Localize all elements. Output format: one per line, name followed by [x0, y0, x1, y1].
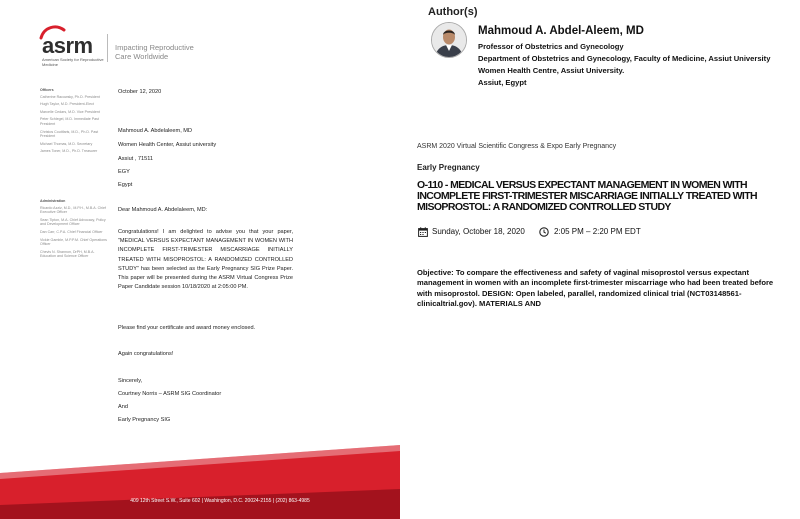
signature-group: Early Pregnancy SIG [118, 417, 171, 423]
administration-heading: Administration [40, 199, 66, 203]
clock-icon [539, 227, 549, 237]
administration-entry: Sean Tipton, M.A. Chief Advocacy, Policy and Development Officer [40, 217, 106, 227]
session-time: 2:05 PM – 2:20 PM EDT [554, 227, 641, 236]
logo-divider [107, 34, 108, 62]
recipient-country-code: EGY [118, 169, 130, 175]
asrm-subtitle: American Society for Reproductive Medicine [42, 57, 104, 67]
abstract-body: Objective: To compare the effectiveness and safety of vaginal misoprostol versus expectant management in women with an incomplete first-trimester miscarriage who had been treated before with misoprostol. DESIGN: Open labeled, parallel, randomized clinical trial (NCT03148561-clinicaltrial.gov). MATERIALS AND [417, 268, 774, 309]
signature: Courtney Norris – ASRM SIG Coordinator [118, 391, 222, 397]
abstract-title: O-110 - MEDICAL VERSUS EXPECTANT MANAGEMENT IN WOMEN WITH INCOMPLETE FIRST-TRIMESTER MISCARRIAGE INITIALLY TREATED WITH MISOPROSTOL: A RANDOMIZED CONTROLLED STUDY [417, 179, 758, 214]
administration-entry: Chevis N. Shannon, DrPH, M.B.A. Education and Science Officer [40, 249, 95, 259]
signature-and: And [118, 404, 128, 410]
closing: Sincerely, [118, 378, 143, 384]
author-heading: Author(s) [428, 6, 478, 18]
session-date: Sunday, October 18, 2020 [432, 227, 525, 236]
officer-entry: Hugh Taylor, M.D. President-Elect [40, 102, 94, 107]
tagline: Impacting Reproductive Care Worldwide [115, 43, 194, 61]
officer-entry: Christos Coutifaris, M.D., Ph.D. Past President [40, 129, 99, 139]
officers-heading: Officers [40, 88, 54, 92]
administration-entry: Vickie Gamble, M.P.P.M. Chief Operations Officer [40, 237, 107, 247]
congratulations-line: Again congratulations! [118, 351, 174, 357]
recipient-name: Mahmoud A. Abdelaleem, MD [118, 128, 192, 134]
letter-paragraph: Congratulations! I am delighted to advise you that your paper, “MEDICAL VERSUS EXPECTANT MANAGEMENT IN WOMEN WITH INCOMPLETE FIRST-TRIMESTER MISCARRIAGE INITIALLY TREATED WITH MISOPROSTOL: A RANDOMIZED CONTROLLED STUDY” has been selected as the Early Pregnancy SIG Prize Paper. This paper will be presented during the ASRM Virtual Congress Prize Paper Candidate session 10/18/2020 at 2:05:00 PM. [118, 229, 293, 291]
recipient-country: Egypt [118, 182, 133, 188]
recipient-city: Assiut , 71511 [118, 156, 154, 162]
author-portrait-icon [432, 23, 466, 57]
administration-list [40, 199, 110, 262]
letter-date: October 12, 2020 [118, 89, 162, 95]
recipient-org: Women Health Center, Assiut university [118, 142, 217, 148]
calendar-icon [418, 227, 428, 237]
author-photo [431, 22, 467, 58]
author-centre: Women Health Centre, Assiut University. [478, 66, 625, 75]
officer-entry: Marcelle Cedars, M.D. Vice President [40, 109, 100, 114]
author-department: Department of Obstetrics and Gynecology, Faculty of Medicine, Assiut University [478, 54, 771, 63]
footer-address: 409 12th Street S.W., Suite 602 | Washington, D.C. 20024-2155 | (202) 863-4985 [130, 498, 310, 504]
administration-entry: Dan Carr, C.P.A. Chief Financial Officer [40, 229, 103, 234]
asrm-wordmark: asrm [42, 33, 93, 58]
author-title: Professor of Obstetrics and Gynecology [478, 42, 624, 51]
officer-entry: Peter Schlegel, M.D. Immediate Past President [40, 117, 99, 126]
footer-red-band [0, 445, 400, 519]
session-track: Early Pregnancy [417, 163, 480, 172]
salutation: Dear Mahmoud A. Abdelaleem, MD: [118, 207, 208, 213]
officer-entry: James Toner, M.D., Ph.D. Treasurer [40, 149, 98, 154]
meeting-name: ASRM 2020 Virtual Scientific Congress & Expo Early Pregnancy [417, 143, 617, 150]
author-location: Assiut, Egypt [478, 78, 527, 87]
officer-entry: Catherine Racowsky, Ph.D. President [40, 94, 100, 99]
author-name: Mahmoud A. Abdel-Aleem, MD [478, 25, 644, 37]
enclosure-note: Please find your certificate and award money enclosed. [118, 325, 256, 331]
officer-entry: Michael Thomas, M.D. Secretary [40, 141, 93, 146]
administration-entry: Ricardo Azziz, M.D., M.P.H., M.B.A. Chief Executive Officer [40, 205, 107, 215]
officers-list [40, 88, 110, 157]
